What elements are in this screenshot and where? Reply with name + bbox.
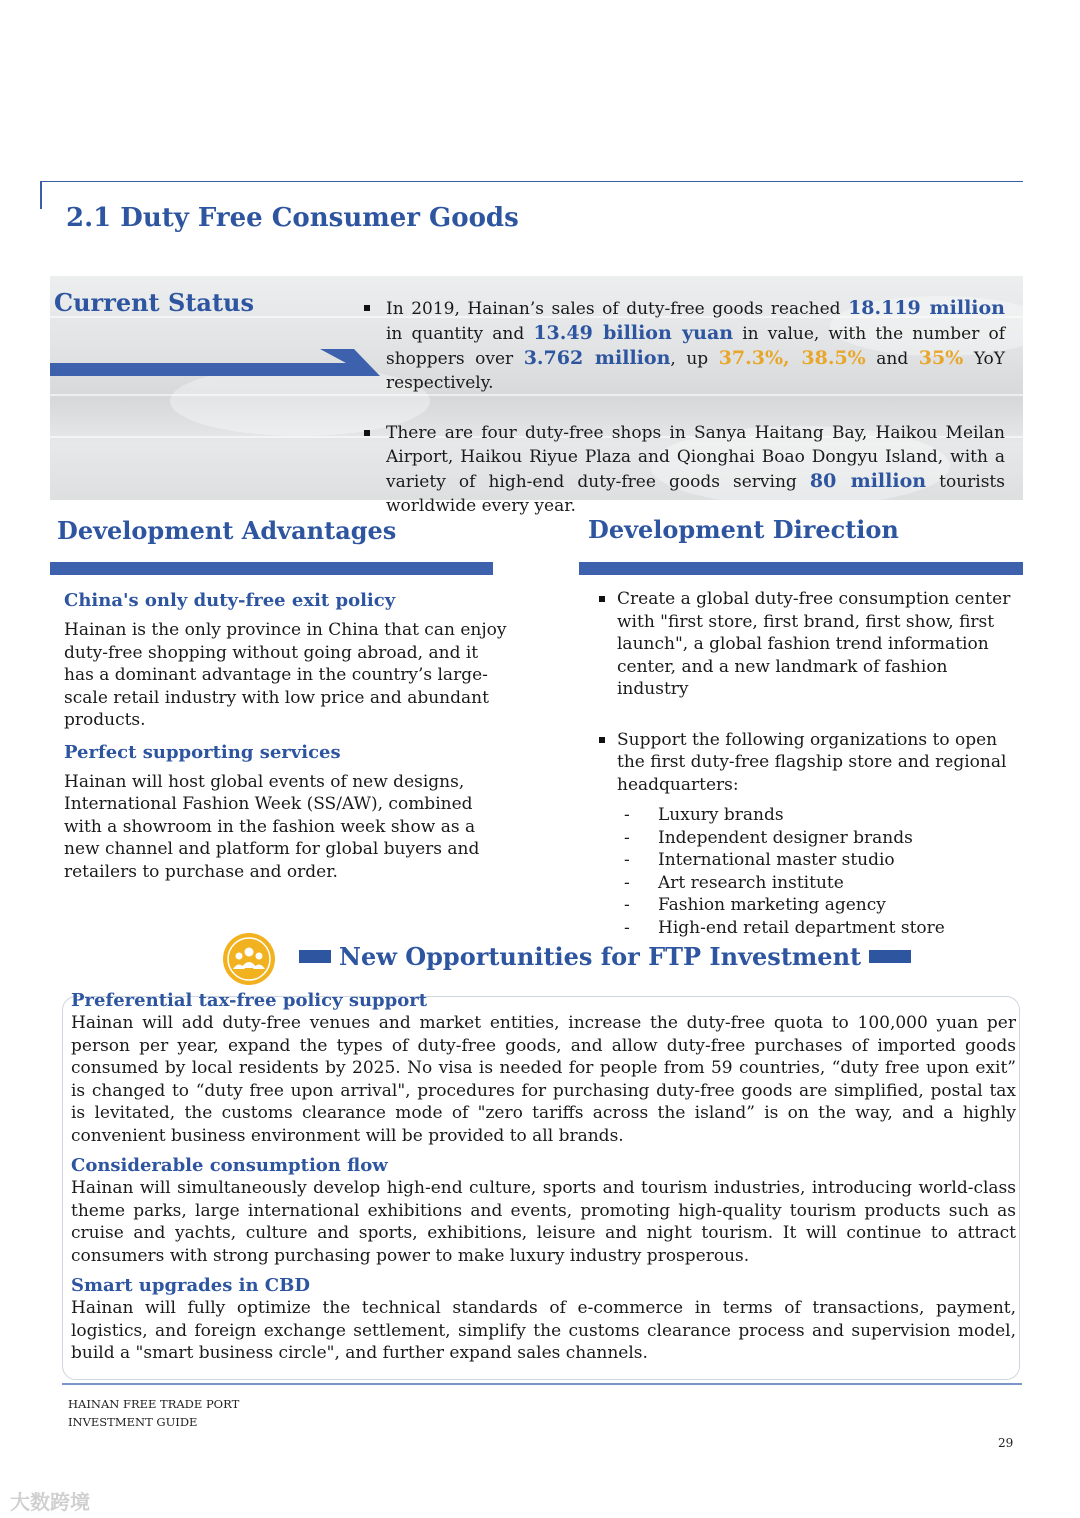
organization-item: - International master studio (624, 849, 1011, 872)
value-highlight: 13.49 billion yuan (533, 322, 734, 344)
organization-item: - Independent designer brands (624, 827, 1011, 850)
organization-item: - Art research institute (624, 872, 1011, 895)
footer-line: INVESTMENT GUIDE (68, 1414, 198, 1429)
opportunities-content (71, 990, 1016, 1373)
growth-highlight-2: 35% (918, 347, 964, 369)
footer-publication (68, 1396, 239, 1431)
watermark-logo: 大数跨境 (10, 1490, 90, 1514)
arrow-banner-icon (50, 349, 380, 376)
advantages-heading: Development Advantages (57, 516, 397, 545)
direction-list (596, 588, 1011, 796)
advantage-text: Hainan will host global events of new designs, International Fashion Week (SS/AW), combined with a showroom in the fashion week show as a new channel and platform for global buyers and retailers to purchase and order. (64, 771, 480, 882)
status-bullet-shops: There are four duty-free shops in Sanya Haitang Bay, Haikou Meilan Airport, Haikou Riyue Plaza and Qionghai Boao Dongyu Island, with a variety of high-end duty-free goods serving 80 million tourists worldwide every year. (362, 421, 1005, 518)
top-rule-tick (40, 181, 42, 209)
growth-highlight: 37.3%, 38.5% (718, 347, 866, 369)
top-rule (40, 181, 1023, 182)
people-group-icon (222, 932, 276, 986)
advantage-title: Perfect supporting services (64, 741, 341, 763)
shoppers-highlight: 3.762 million (523, 347, 671, 369)
title-marker-right (869, 950, 911, 963)
direction-bar (579, 562, 1023, 575)
current-status-heading: Current Status (54, 288, 255, 317)
section-title: 2.1 Duty Free Consumer Goods (66, 203, 519, 233)
title-marker-left (299, 950, 331, 963)
quantity-highlight: 18.119 million (848, 297, 1005, 319)
footer-line: HAINAN FREE TRADE PORT (68, 1397, 240, 1411)
organization-item: - Luxury brands (624, 804, 1011, 827)
organization-item: - High-end retail department store (624, 917, 1011, 940)
page-number: 29 (998, 1436, 1014, 1450)
opportunity-text: Hainan will fully optimize the technical standards of e-commerce in terms of transactions, payment, logistics, and foreign exchange settlement, simplify the customs clearance process and supervision model, build a "smart business circle", and further expand sales channels. (71, 1298, 1016, 1363)
advantage-text: Hainan is the only province in China that can enjoy duty-free shopping without going abroad, and it has a dominant advantage in the country’s large-scale retail industry with low price and abundant products. (64, 620, 507, 730)
opportunity-title: Smart upgrades in CBD (71, 1275, 310, 1296)
organization-list (624, 804, 1011, 939)
advantages-bar (50, 562, 493, 575)
direction-bullet: Support the following organizations to open the first duty-free flagship store and regional headquarters: (596, 729, 1011, 797)
opportunity-text: Hainan will add duty-free venues and market entities, increase the duty-free quota to 100,000 yuan per person per year, expand the types of duty-free goods, and allow duty-free purchases of imported goods consumed by local residents by 2025. No visa is needed for people from 59 countries, “duty free upon exit” is changed to “duty free upon arrival", procedures for purchasing duty-free goods are simplified, postal tax is levitated, the customs clearance mode of "zero tariffs across the island” is on the way, and a highly convenient business environment will be provided to all brands. (71, 1013, 1016, 1146)
opportunities-heading: New Opportunities for FTP Investment (339, 942, 862, 971)
opportunity-title: Preferential tax-free policy support (71, 990, 428, 1011)
direction-content (596, 588, 1011, 939)
organization-item: - Fashion marketing agency (624, 894, 1011, 917)
status-bullet-sales: In 2019, Hainan’s sales of duty-free goods reached 18.119 million in quantity and 13.49 billion yuan in value, with the number of shoppers over 3.762 million, up 37.3%, 38.5% and 35% YoY respectively. (362, 296, 1005, 395)
advantage-title: China's only duty-free exit policy (64, 590, 396, 611)
opportunity-text: Hainan will simultaneously develop high-end culture, sports and tourism industries, introducing world-class theme parks, large international exhibitions and events, promoting high-quality tourism products such as cruise and yachts, culture and sports, exhibitions, leisure and night tourism. It will continue to attract consumers with strong purchasing power to make luxury industry prosperous. (71, 1178, 1016, 1266)
opportunities-title-row (299, 942, 911, 971)
direction-bullet: Create a global duty-free consumption center with "first store, first brand, first show, first launch", a global fashion trend information center, and a new landmark of fashion industry (596, 588, 1011, 701)
current-status-list (362, 296, 1005, 544)
tourists-highlight: 80 million (809, 470, 927, 492)
bottom-rule (62, 1383, 1022, 1385)
advantages-content (64, 590, 510, 883)
opportunity-title: Considerable consumption flow (71, 1155, 388, 1176)
direction-heading: Development Direction (588, 515, 899, 544)
